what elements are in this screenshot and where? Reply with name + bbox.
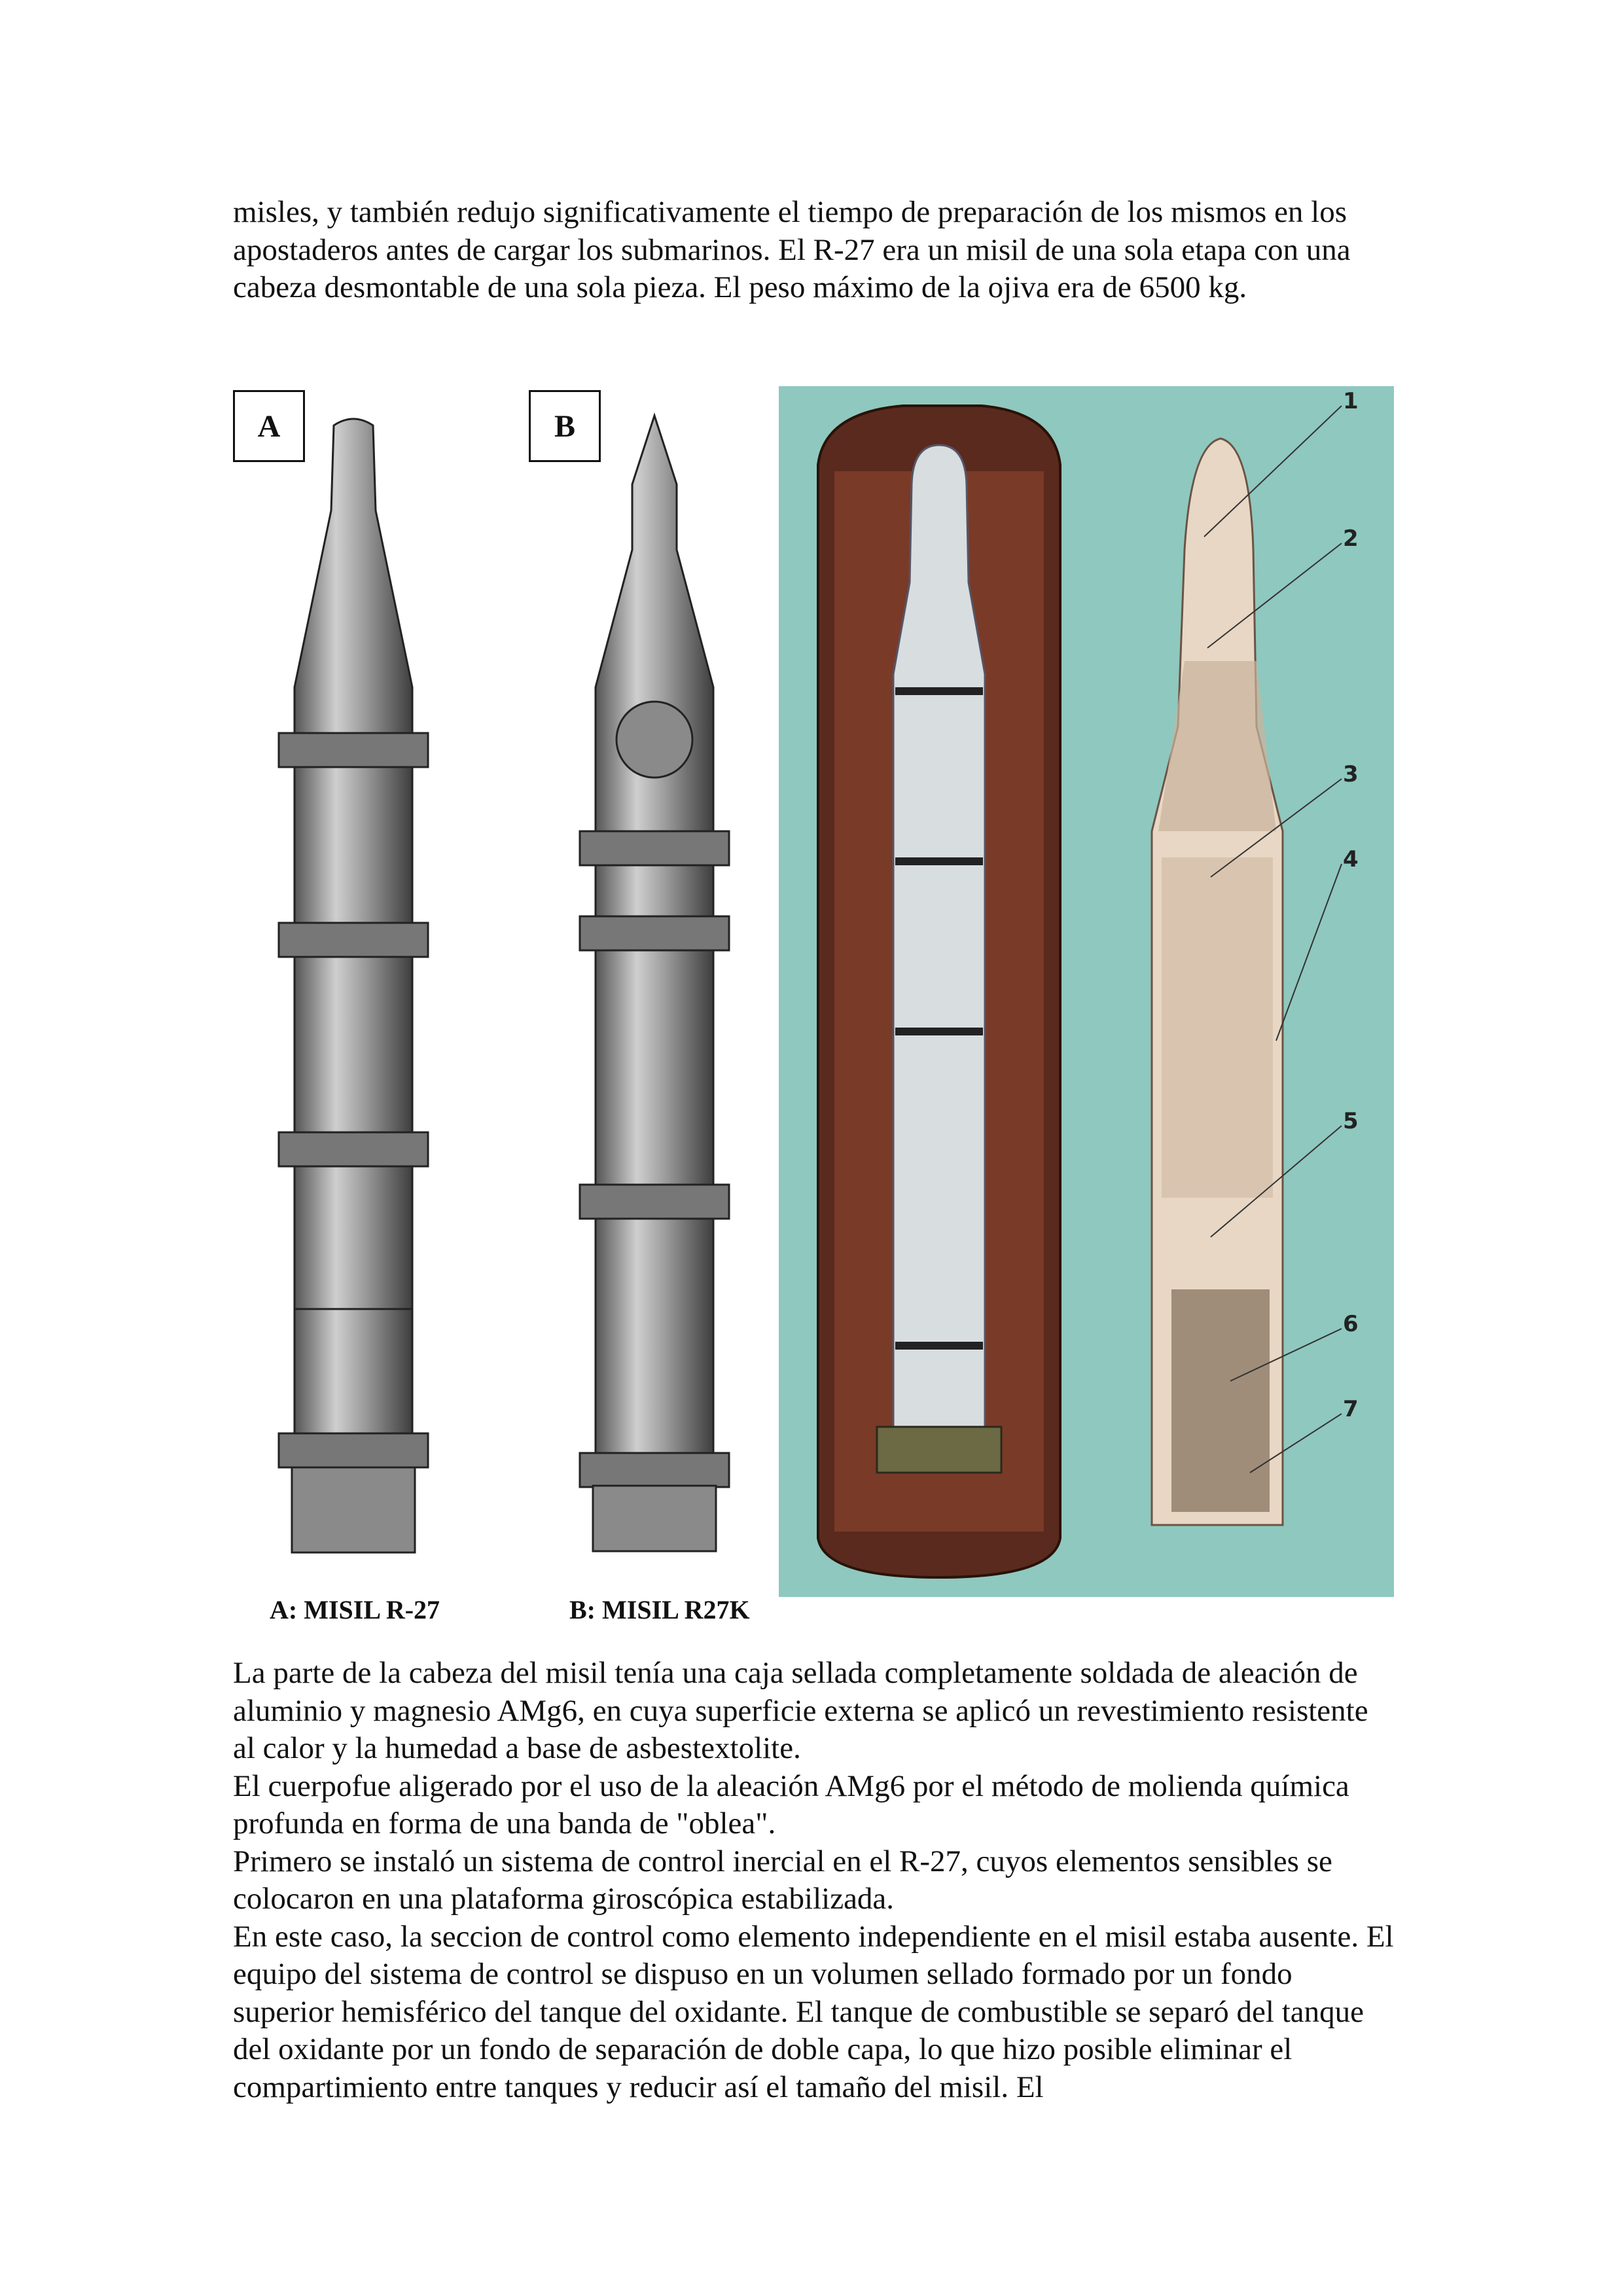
intro-paragraph: misles, y también redujo significativamente el tiempo de preparación de los mismos en los apostaderos antes de cargar los submarinos. El R-27 era un misil de una sola etapa con una cabeza desmontable de una sola pieza. El peso máximo de la ojiva era de 6500 kg. xyxy=(233,195,1351,304)
callout-2: 2 xyxy=(1343,526,1359,552)
body-text xyxy=(233,1655,1398,2106)
callout-4: 4 xyxy=(1343,846,1359,872)
body-paragraph-2: El cuerpofue aligerado por el uso de la aleación AMg6 por el método de molienda química profunda en forma de una banda de "oblea". xyxy=(233,1768,1349,1840)
body-paragraph-1: La parte de la cabeza del misil tenía una caja sellada completamente soldada de aleación de aluminio y magnesio AMg6, en cuya superficie externa se aplicó un revestimiento resistente al calor y la humedad a base de asbestextolite. xyxy=(233,1656,1368,1765)
body-paragraph-4: En este caso, la seccion de control como elemento independiente en el misil estaba ausente. El equipo del sistema de control se dispuso en un volumen sellado formado por un fondo superior hemisférico del tanque del oxidante. El tanque de combustible se separó del tanque del oxidante por un fondo de separación de doble capa, lo que hizo posible eliminar el compartimiento entre tanques y reducir así el tamaño del misil. El xyxy=(233,1919,1394,2104)
missile-r27-drawing xyxy=(236,412,471,1584)
figure-label-a: A xyxy=(233,390,305,462)
missile-r27k-drawing xyxy=(537,412,772,1584)
caption-missile-a: A: MISIL R-27 xyxy=(270,1595,440,1624)
callout-3: 3 xyxy=(1343,761,1359,787)
callout-1: 1 xyxy=(1343,388,1359,414)
caption-missile-b: B: MISIL R27K xyxy=(569,1595,750,1624)
callout-6: 6 xyxy=(1343,1311,1359,1337)
missile-cutaway-illustration xyxy=(779,386,1394,1597)
figure-label-b: B xyxy=(529,390,601,462)
callout-7: 7 xyxy=(1343,1396,1359,1422)
callout-5: 5 xyxy=(1343,1108,1359,1134)
body-paragraph-3: Primero se instaló un sistema de control inercial en el R-27, cuyos elementos sensibles se colocaron en una plataforma giroscópica estabilizada. xyxy=(233,1844,1332,1916)
